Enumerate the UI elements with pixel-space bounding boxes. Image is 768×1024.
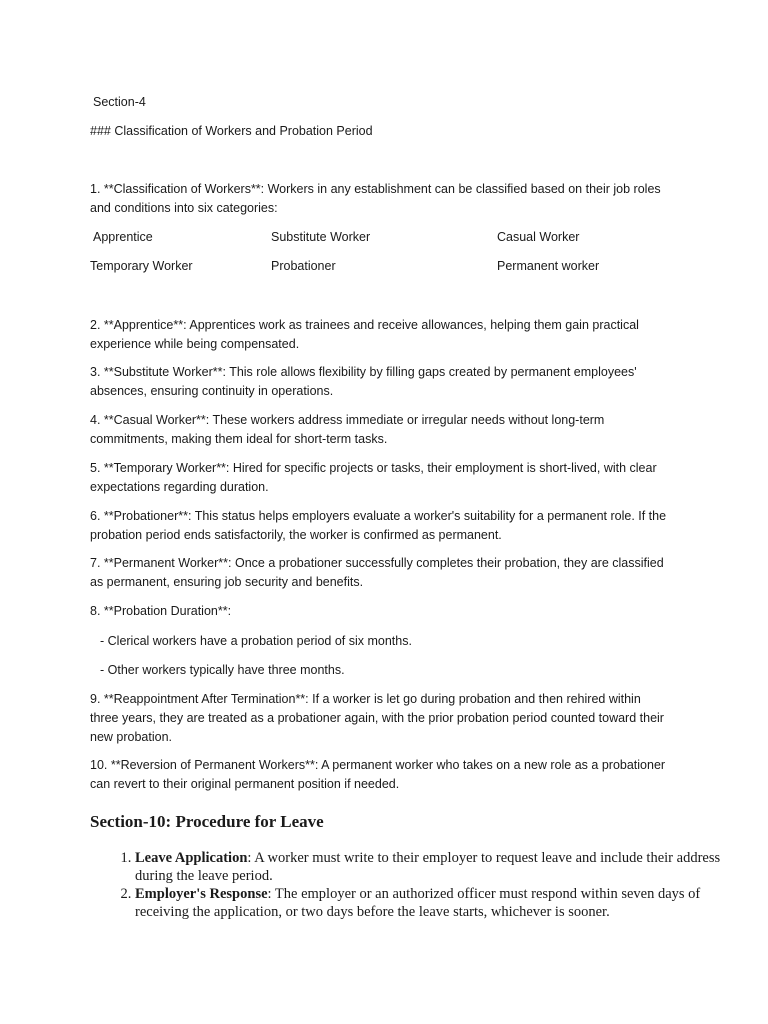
category-permanent-worker: Permanent worker bbox=[497, 259, 600, 273]
leave-list-item bbox=[135, 849, 735, 885]
section-label: Section-4 bbox=[93, 95, 146, 109]
item-4-casual-worker: 4. **Casual Worker**: These workers address immediate or irregular needs without long-term commitments, making them ideal for short-term tasks. bbox=[90, 413, 605, 446]
item-7-permanent-worker: 7. **Permanent Worker**: Once a probationer successfully completes their probation, they are classified as permanent, ensuring job security and benefits. bbox=[90, 556, 664, 589]
employer-response-term: Employer's Response bbox=[135, 886, 268, 902]
item-8-probation-duration: 8. **Probation Duration**: bbox=[90, 604, 232, 618]
item-1-classification: 1. **Classification of Workers**: Workers in any establishment can be classified based on their job roles and conditions into six categories: bbox=[90, 182, 661, 215]
item-10-reversion: 10. **Reversion of Permanent Workers**: A permanent worker who takes on a new role as a probationer can revert to their original permanent position if needed. bbox=[90, 758, 666, 791]
category-probationer: Probationer bbox=[271, 259, 336, 273]
item-3-substitute-worker: 3. **Substitute Worker**: This role allows flexibility by filling gaps created by permanent employees' absences, ensuring continuity in operations. bbox=[90, 365, 637, 398]
section-10-heading: Section-10: Procedure for Leave bbox=[90, 812, 324, 831]
leave-list-item bbox=[135, 885, 735, 921]
item-6-probationer: 6. **Probationer**: This status helps employers evaluate a worker's suitability for a permanent role. If the probation period ends satisfactorily, the worker is confirmed as permanent. bbox=[90, 509, 667, 542]
employer-response-text: : The employer or an authorized officer must respond within seven days of receiving the application, or two days before the leave starts, whichever is sooner. bbox=[135, 886, 701, 920]
category-casual-worker: Casual Worker bbox=[497, 230, 580, 244]
item-5-temporary-worker: 5. **Temporary Worker**: Hired for specific projects or tasks, their employment is short-lived, with clear expectations regarding duration. bbox=[90, 461, 657, 494]
item-2-apprentice: 2. **Apprentice**: Apprentices work as trainees and receive allowances, helping them gain practical experience while being compensated. bbox=[90, 318, 639, 351]
leave-application-term: Leave Application bbox=[135, 850, 248, 866]
document-title: ### Classification of Workers and Probation Period bbox=[90, 124, 373, 138]
probation-bullet-clerical: - Clerical workers have a probation period of six months. bbox=[100, 634, 412, 648]
leave-application-text: : A worker must write to their employer to request leave and include their address during the leave period. bbox=[135, 850, 721, 884]
probation-bullet-other: - Other workers typically have three months. bbox=[100, 663, 345, 677]
item-9-reappointment: 9. **Reappointment After Termination**: If a worker is let go during probation and then rehired within three years, they are treated as a probationer again, with the prior probation period counted toward their new probation. bbox=[90, 692, 664, 744]
leave-procedure-list bbox=[90, 849, 735, 921]
category-substitute-worker: Substitute Worker bbox=[271, 230, 371, 244]
category-temporary-worker: Temporary Worker bbox=[90, 259, 193, 273]
category-apprentice: Apprentice bbox=[93, 230, 153, 244]
